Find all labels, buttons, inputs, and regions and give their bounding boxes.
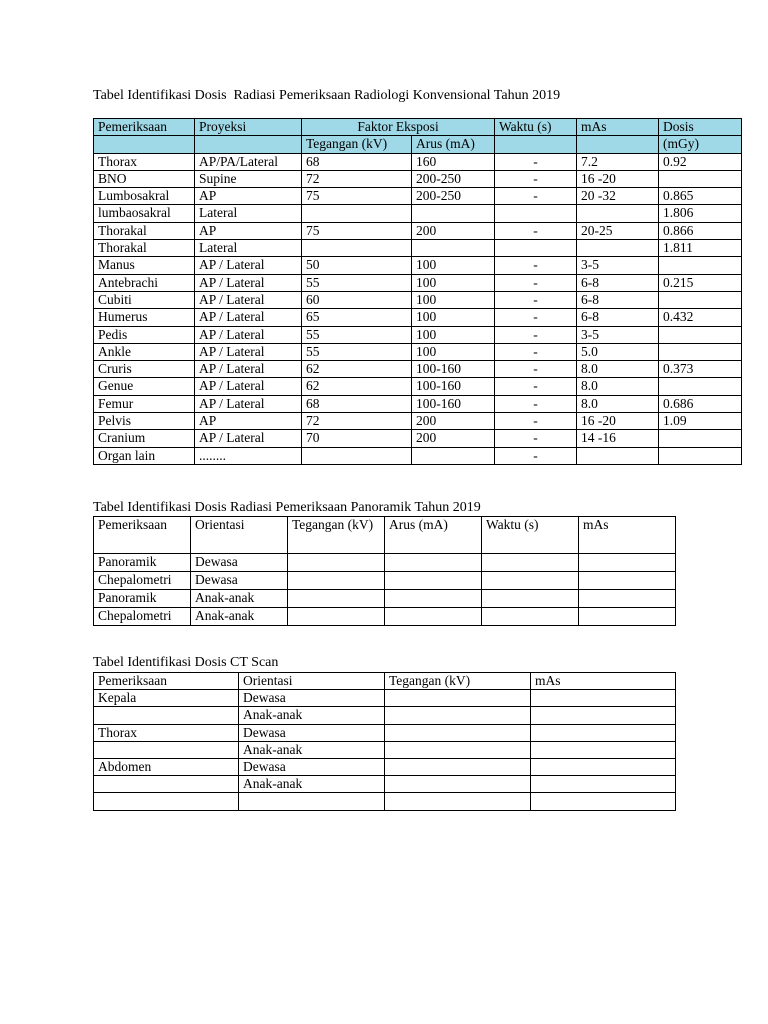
cell-pemeriksaan: Lumbosakral [94, 188, 195, 205]
table-row [94, 222, 742, 239]
cell-tegangan: 72 [302, 413, 412, 430]
cell-waktu: - [495, 257, 577, 274]
table-row [94, 447, 742, 464]
cell-arus [385, 554, 482, 572]
cell-dosis [659, 257, 742, 274]
cell-mas: 8.0 [577, 361, 659, 378]
header-arus: Arus (mA) [385, 517, 482, 554]
header-waktu: Waktu (s) [482, 517, 579, 554]
cell-pemeriksaan: Chepalometri [94, 572, 191, 590]
table-row [94, 343, 742, 360]
cell-orientasi: Dewasa [239, 690, 385, 707]
cell-proyeksi: Lateral [195, 240, 302, 257]
cell-proyeksi: AP / Lateral [195, 361, 302, 378]
cell-pemeriksaan: Pelvis [94, 413, 195, 430]
cell-waktu [482, 608, 579, 626]
header-mas: mAs [531, 673, 676, 690]
cell-mas: 16 -20 [577, 170, 659, 187]
cell-proyeksi: AP / Lateral [195, 395, 302, 412]
header-dosis: Dosis [659, 119, 742, 136]
cell-arus: 200-250 [412, 188, 495, 205]
cell-tegangan [302, 447, 412, 464]
table-row [94, 153, 742, 170]
cell-arus: 100-160 [412, 361, 495, 378]
cell-tegangan: 68 [302, 395, 412, 412]
table-row [94, 188, 742, 205]
cell-mas: 5.0 [577, 343, 659, 360]
cell-mas: 6-8 [577, 309, 659, 326]
header-empty-cell [495, 136, 577, 153]
cell-orientasi: Anak-anak [239, 707, 385, 724]
table-row [94, 690, 676, 707]
cell-pemeriksaan: Panoramik [94, 554, 191, 572]
table-row [94, 326, 742, 343]
cell-tegangan [302, 240, 412, 257]
cell-orientasi [239, 793, 385, 810]
cell-proyeksi: AP / Lateral [195, 343, 302, 360]
table-header-row [94, 673, 676, 690]
cell-mas: 8.0 [577, 378, 659, 395]
cell-waktu: - [495, 222, 577, 239]
cell-tegangan: 75 [302, 222, 412, 239]
cell-tegangan: 65 [302, 309, 412, 326]
cell-waktu [482, 590, 579, 608]
cell-dosis [659, 447, 742, 464]
cell-proyeksi: AP / Lateral [195, 378, 302, 395]
cell-pemeriksaan [94, 776, 239, 793]
table-row [94, 793, 676, 810]
cell-arus: 100 [412, 274, 495, 291]
table-row [94, 170, 742, 187]
cell-tegangan: 55 [302, 274, 412, 291]
table-row [94, 554, 676, 572]
cell-waktu [482, 554, 579, 572]
cell-arus: 100 [412, 257, 495, 274]
cell-tegangan [288, 572, 385, 590]
table-row [94, 572, 676, 590]
cell-dosis [659, 378, 742, 395]
cell-pemeriksaan: Humerus [94, 309, 195, 326]
cell-pemeriksaan: BNO [94, 170, 195, 187]
table1-caption: Tabel Identifikasi Dosis Radiasi Pemeriksaan Radiologi Konvensional Tahun 2019 [93, 88, 561, 103]
table-row [94, 378, 742, 395]
header-tegangan: Tegangan (kV) [288, 517, 385, 554]
header-faktor-eksposi: Faktor Eksposi [302, 119, 495, 136]
cell-arus: 100 [412, 326, 495, 343]
cell-arus [412, 205, 495, 222]
cell-pemeriksaan: Thorax [94, 724, 239, 741]
cell-tegangan [302, 205, 412, 222]
cell-pemeriksaan: Genue [94, 378, 195, 395]
cell-pemeriksaan: Pedis [94, 326, 195, 343]
cell-pemeriksaan: Abdomen [94, 758, 239, 775]
cell-proyeksi: ........ [195, 447, 302, 464]
header-mas: mAs [579, 517, 676, 554]
cell-tegangan [385, 707, 531, 724]
cell-tegangan [385, 758, 531, 775]
cell-tegangan [385, 690, 531, 707]
cell-arus: 100 [412, 291, 495, 308]
header-mas: mAs [577, 119, 659, 136]
cell-waktu: - [495, 361, 577, 378]
cell-arus: 100-160 [412, 378, 495, 395]
header-tegangan: Tegangan (kV) [385, 673, 531, 690]
cell-arus: 200-250 [412, 170, 495, 187]
table-row [94, 240, 742, 257]
table-row [94, 205, 742, 222]
cell-mas [577, 447, 659, 464]
cell-waktu: - [495, 153, 577, 170]
cell-mas: 14 -16 [577, 430, 659, 447]
cell-mas [579, 572, 676, 590]
table-subheader-row [94, 136, 742, 153]
cell-dosis [659, 343, 742, 360]
table-row [94, 257, 742, 274]
cell-orientasi: Dewasa [239, 758, 385, 775]
table-header-row [94, 517, 676, 554]
table-row [94, 776, 676, 793]
cell-proyeksi: AP / Lateral [195, 309, 302, 326]
cell-pemeriksaan: Cruris [94, 361, 195, 378]
cell-mas: 7.2 [577, 153, 659, 170]
cell-waktu: - [495, 343, 577, 360]
cell-arus [385, 572, 482, 590]
cell-mas [579, 554, 676, 572]
cell-mas [531, 758, 676, 775]
cell-pemeriksaan: Kepala [94, 690, 239, 707]
header-empty-cell [577, 136, 659, 153]
cell-waktu: - [495, 430, 577, 447]
cell-orientasi: Dewasa [239, 724, 385, 741]
cell-tegangan [385, 776, 531, 793]
cell-arus [412, 447, 495, 464]
cell-tegangan: 75 [302, 188, 412, 205]
cell-orientasi: Anak-anak [191, 608, 288, 626]
header-waktu: Waktu (s) [495, 119, 577, 136]
cell-waktu: - [495, 274, 577, 291]
ct-scan-dose-table [93, 672, 676, 811]
cell-dosis: 0.865 [659, 188, 742, 205]
cell-mas: 3-5 [577, 326, 659, 343]
cell-pemeriksaan: Thorakal [94, 222, 195, 239]
cell-waktu: - [495, 291, 577, 308]
cell-tegangan: 68 [302, 153, 412, 170]
cell-proyeksi: Supine [195, 170, 302, 187]
cell-tegangan [385, 724, 531, 741]
cell-dosis [659, 430, 742, 447]
cell-pemeriksaan: Panoramik [94, 590, 191, 608]
cell-dosis: 0.215 [659, 274, 742, 291]
cell-dosis: 1.811 [659, 240, 742, 257]
cell-dosis: 0.373 [659, 361, 742, 378]
header-proyeksi: Proyeksi [195, 119, 302, 136]
cell-orientasi: Dewasa [191, 554, 288, 572]
table-row [94, 291, 742, 308]
table-row [94, 608, 676, 626]
table-row [94, 430, 742, 447]
cell-mas [577, 240, 659, 257]
cell-pemeriksaan: Femur [94, 395, 195, 412]
cell-arus [412, 240, 495, 257]
cell-tegangan: 62 [302, 378, 412, 395]
cell-pemeriksaan: Manus [94, 257, 195, 274]
cell-proyeksi: AP / Lateral [195, 326, 302, 343]
cell-arus: 160 [412, 153, 495, 170]
cell-mas: 20 -32 [577, 188, 659, 205]
cell-arus: 100 [412, 343, 495, 360]
cell-waktu: - [495, 413, 577, 430]
cell-proyeksi: AP [195, 413, 302, 430]
cell-mas [579, 608, 676, 626]
cell-tegangan [288, 554, 385, 572]
cell-waktu: - [495, 170, 577, 187]
header-pemeriksaan: Pemeriksaan [94, 119, 195, 136]
header-empty-cell [195, 136, 302, 153]
cell-dosis [659, 291, 742, 308]
cell-proyeksi: AP [195, 188, 302, 205]
cell-mas: 20-25 [577, 222, 659, 239]
cell-waktu [482, 572, 579, 590]
cell-tegangan [385, 793, 531, 810]
cell-orientasi: Anak-anak [239, 741, 385, 758]
cell-mas [531, 741, 676, 758]
cell-pemeriksaan [94, 793, 239, 810]
cell-pemeriksaan: Cranium [94, 430, 195, 447]
cell-tegangan: 70 [302, 430, 412, 447]
header-orientasi: Orientasi [239, 673, 385, 690]
cell-pemeriksaan: Thorakal [94, 240, 195, 257]
panoramic-dose-table [93, 516, 676, 626]
table-row [94, 361, 742, 378]
cell-mas: 3-5 [577, 257, 659, 274]
cell-arus: 200 [412, 413, 495, 430]
header-empty-cell [94, 136, 195, 153]
cell-pemeriksaan: Ankle [94, 343, 195, 360]
cell-dosis [659, 170, 742, 187]
cell-dosis: 0.432 [659, 309, 742, 326]
table-row [94, 724, 676, 741]
cell-dosis: 0.686 [659, 395, 742, 412]
cell-pemeriksaan: Chepalometri [94, 608, 191, 626]
cell-mas: 8.0 [577, 395, 659, 412]
cell-proyeksi: Lateral [195, 205, 302, 222]
table-row [94, 274, 742, 291]
cell-mas [579, 590, 676, 608]
cell-tegangan [385, 741, 531, 758]
cell-tegangan: 55 [302, 326, 412, 343]
table3-caption: Tabel Identifikasi Dosis CT Scan [93, 655, 279, 670]
cell-tegangan: 62 [302, 361, 412, 378]
cell-tegangan [288, 590, 385, 608]
table-row [94, 758, 676, 775]
table-row [94, 309, 742, 326]
cell-mas [531, 793, 676, 810]
cell-pemeriksaan: Thorax [94, 153, 195, 170]
table-row [94, 413, 742, 430]
table2-caption: Tabel Identifikasi Dosis Radiasi Pemeriksaan Panoramik Tahun 2019 [93, 500, 481, 515]
cell-orientasi: Dewasa [191, 572, 288, 590]
cell-mas [531, 776, 676, 793]
cell-mas [531, 724, 676, 741]
cell-orientasi: Anak-anak [191, 590, 288, 608]
cell-arus: 100-160 [412, 395, 495, 412]
cell-waktu [495, 205, 577, 222]
table-row [94, 395, 742, 412]
cell-pemeriksaan: Antebrachi [94, 274, 195, 291]
cell-tegangan: 72 [302, 170, 412, 187]
cell-mas [531, 690, 676, 707]
table-row [94, 741, 676, 758]
table-row [94, 707, 676, 724]
cell-arus: 100 [412, 309, 495, 326]
cell-waktu: - [495, 395, 577, 412]
header-dosis-unit: (mGy) [659, 136, 742, 153]
cell-mas [531, 707, 676, 724]
header-pemeriksaan: Pemeriksaan [94, 517, 191, 554]
cell-waktu: - [495, 326, 577, 343]
header-arus: Arus (mA) [412, 136, 495, 153]
cell-arus [385, 608, 482, 626]
cell-tegangan: 60 [302, 291, 412, 308]
cell-waktu: - [495, 188, 577, 205]
cell-dosis [659, 326, 742, 343]
cell-dosis: 1.09 [659, 413, 742, 430]
cell-pemeriksaan [94, 741, 239, 758]
cell-mas [577, 205, 659, 222]
cell-tegangan: 55 [302, 343, 412, 360]
header-tegangan: Tegangan (kV) [302, 136, 412, 153]
table-header-row [94, 119, 742, 136]
cell-mas: 6-8 [577, 274, 659, 291]
cell-tegangan [288, 608, 385, 626]
table-row [94, 590, 676, 608]
cell-pemeriksaan: lumbaosakral [94, 205, 195, 222]
cell-orientasi: Anak-anak [239, 776, 385, 793]
cell-waktu: - [495, 447, 577, 464]
cell-proyeksi: AP / Lateral [195, 257, 302, 274]
header-pemeriksaan: Pemeriksaan [94, 673, 239, 690]
cell-waktu [495, 240, 577, 257]
cell-pemeriksaan: Cubiti [94, 291, 195, 308]
cell-proyeksi: AP / Lateral [195, 274, 302, 291]
cell-arus [385, 590, 482, 608]
cell-pemeriksaan: Organ lain [94, 447, 195, 464]
cell-pemeriksaan [94, 707, 239, 724]
cell-mas: 16 -20 [577, 413, 659, 430]
cell-mas: 6-8 [577, 291, 659, 308]
cell-waktu: - [495, 378, 577, 395]
cell-proyeksi: AP / Lateral [195, 430, 302, 447]
radiology-dose-table [93, 118, 742, 465]
cell-arus: 200 [412, 430, 495, 447]
cell-tegangan: 50 [302, 257, 412, 274]
header-orientasi: Orientasi [191, 517, 288, 554]
cell-dosis: 1.806 [659, 205, 742, 222]
cell-dosis: 0.866 [659, 222, 742, 239]
cell-proyeksi: AP/PA/Lateral [195, 153, 302, 170]
cell-dosis: 0.92 [659, 153, 742, 170]
cell-waktu: - [495, 309, 577, 326]
cell-proyeksi: AP [195, 222, 302, 239]
cell-proyeksi: AP / Lateral [195, 291, 302, 308]
cell-arus: 200 [412, 222, 495, 239]
